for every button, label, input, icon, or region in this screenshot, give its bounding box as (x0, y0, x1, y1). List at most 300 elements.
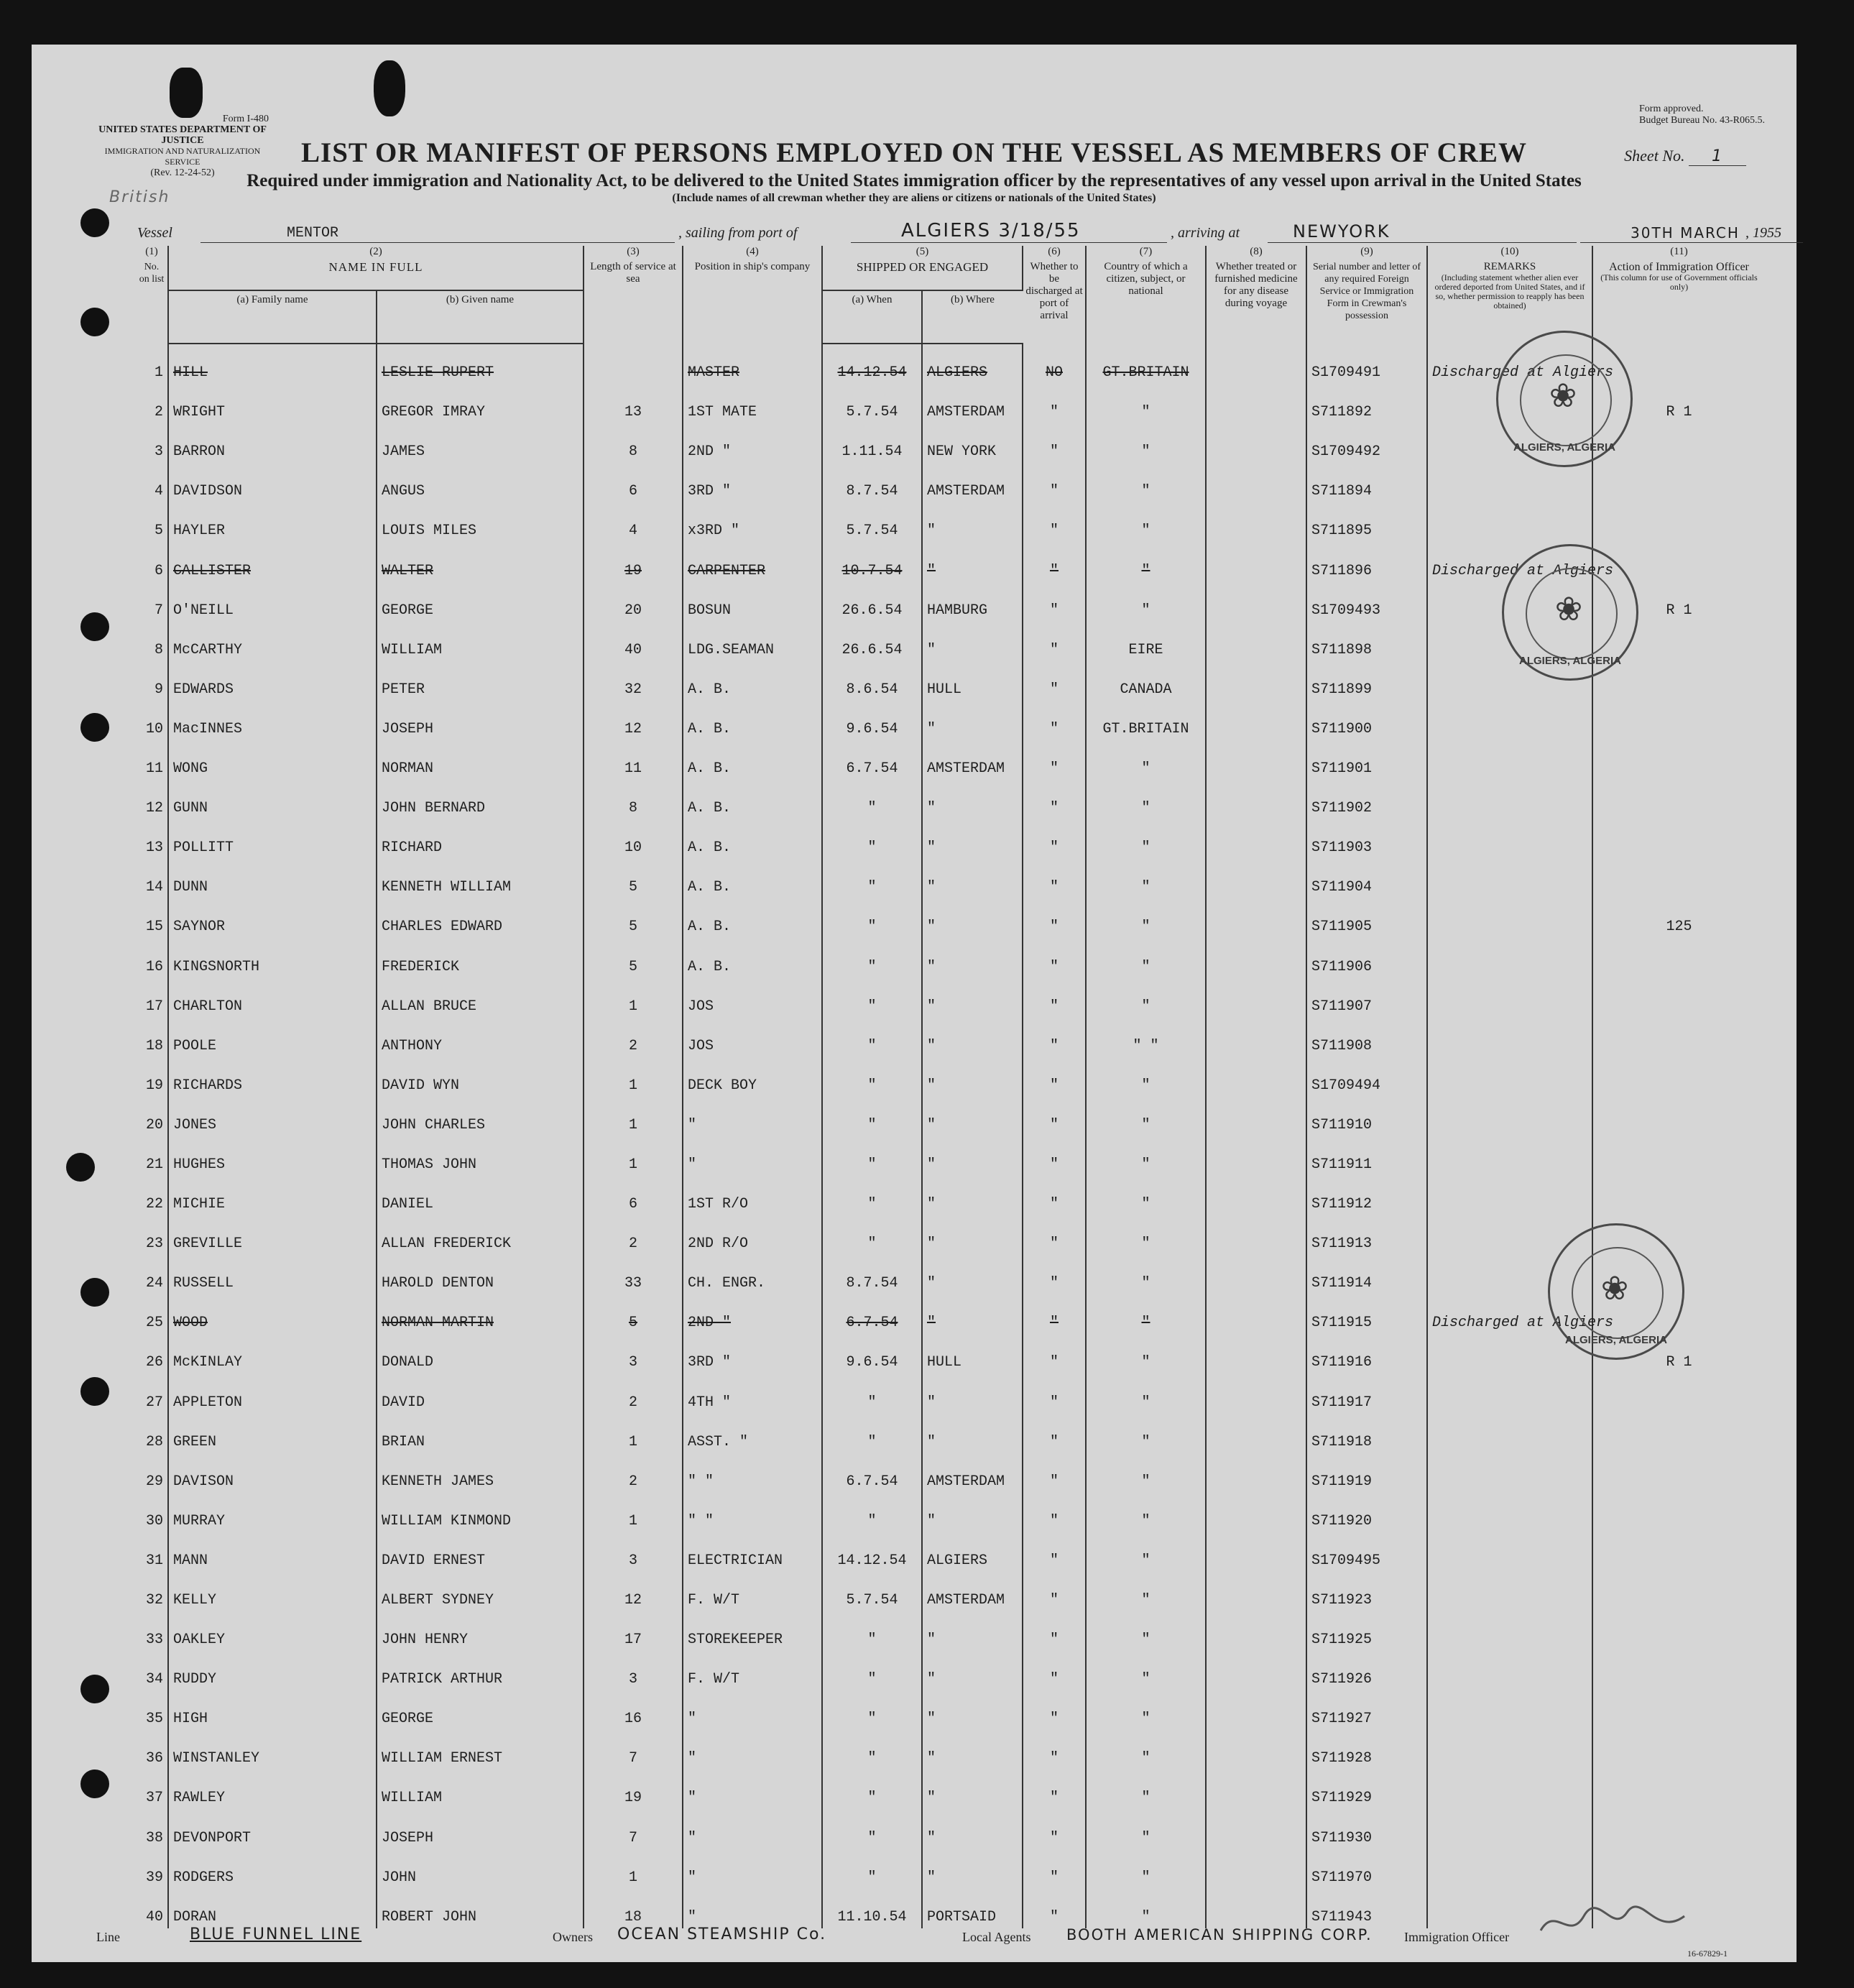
position: " (683, 1849, 822, 1889)
country: " (1086, 1057, 1206, 1097)
shipped-when: 9.6.54 (822, 1334, 922, 1373)
position: 3RD " (683, 463, 822, 502)
action: R 1 (1666, 404, 1692, 421)
country: " (1086, 1770, 1206, 1809)
country: " (1086, 1255, 1206, 1294)
discharged-flag: " (1023, 701, 1086, 740)
country: " (1086, 978, 1206, 1018)
nationality-handwritten: British (109, 188, 170, 206)
action (1592, 1136, 1765, 1176)
remarks (1427, 780, 1592, 819)
punch-hole (80, 1377, 109, 1406)
discharged-flag: " (1023, 1334, 1086, 1373)
shipped-where: " (922, 898, 1023, 938)
length-of-service: 8 (584, 423, 683, 463)
vessel-line (136, 216, 1781, 243)
discharged-flag: " (1023, 661, 1086, 701)
given-name: DAVID (377, 1373, 584, 1413)
serial-number: S711913 (1306, 1215, 1427, 1255)
crew-row (136, 1849, 1765, 1889)
serial-number: S711905 (1306, 898, 1427, 938)
length-of-service: 4 (584, 502, 683, 542)
action (1592, 1532, 1765, 1572)
discharged-flag: " (1023, 1018, 1086, 1057)
arriving-label: , arriving at (1171, 225, 1240, 241)
family-name: CALLISTER (168, 542, 377, 581)
country: " (1086, 740, 1206, 780)
length-of-service: 16 (584, 1690, 683, 1730)
shipped-where: " (922, 622, 1023, 661)
serial-number: S711930 (1306, 1809, 1427, 1849)
given-name: WILLIAM KINMOND (377, 1493, 584, 1532)
shipped-where: " (922, 1018, 1023, 1057)
family-name: WINSTANLEY (168, 1730, 377, 1770)
discharged-flag: " (1023, 622, 1086, 661)
given-name: NORMAN (377, 740, 584, 780)
shipped-where: " (922, 1651, 1023, 1690)
family-name: HAYLER (168, 502, 377, 542)
row-number: 21 (136, 1136, 168, 1176)
crew-row (136, 740, 1765, 780)
shipped-when: 8.6.54 (822, 661, 922, 701)
action (1592, 780, 1765, 819)
serial-number: S711904 (1306, 859, 1427, 898)
serial-number: S711894 (1306, 463, 1427, 502)
family-name: HILL (168, 344, 377, 384)
remarks (1427, 463, 1592, 502)
medicine-cell (1206, 780, 1306, 819)
length-of-service: 18 (584, 1889, 683, 1928)
shipped-when: " (822, 1018, 922, 1057)
shipped-when: " (822, 898, 922, 938)
header-where: (b) Where (922, 290, 1023, 344)
given-name: JOHN CHARLES (377, 1097, 584, 1136)
position: MASTER (683, 344, 822, 384)
row-number: 26 (136, 1334, 168, 1373)
shipped-when: 8.7.54 (822, 1255, 922, 1294)
length-of-service: 1 (584, 1849, 683, 1889)
serial-number: S711910 (1306, 1097, 1427, 1136)
shipped-where: " (922, 1215, 1023, 1255)
discharged-flag: " (1023, 859, 1086, 898)
length-of-service: 19 (584, 542, 683, 581)
discharged-flag: " (1023, 1255, 1086, 1294)
remarks (1427, 1493, 1592, 1532)
discharged-flag: " (1023, 423, 1086, 463)
given-name: THOMAS JOHN (377, 1136, 584, 1176)
row-number: 16 (136, 938, 168, 977)
shipped-where: AMSTERDAM (922, 1572, 1023, 1611)
country: " (1086, 1690, 1206, 1730)
col-num-1: (1) (136, 246, 168, 258)
position: STOREKEEPER (683, 1611, 822, 1651)
crew-row (136, 1018, 1765, 1057)
action (1592, 1097, 1765, 1136)
shipped-when: " (822, 1136, 922, 1176)
length-of-service: 8 (584, 780, 683, 819)
punch-hole (66, 1153, 95, 1182)
vessel-name: MENTOR (287, 225, 339, 241)
col-num-10: (10) (1427, 246, 1592, 258)
shipped-when: " (822, 1215, 922, 1255)
medicine-cell (1206, 1730, 1306, 1770)
family-name: GREEN (168, 1414, 377, 1453)
country: " (1086, 542, 1206, 581)
position: 1ST R/O (683, 1176, 822, 1215)
punch-hole (80, 612, 109, 641)
discharged-flag: " (1023, 1215, 1086, 1255)
given-name: FREDERICK (377, 938, 584, 977)
column-headers (136, 258, 1765, 290)
crew-row (136, 1532, 1765, 1572)
row-number: 7 (136, 582, 168, 622)
serial-number: S711900 (1306, 701, 1427, 740)
header-medicine: Whether treated or furnished medicine for any disease during voyage (1206, 258, 1306, 344)
medicine-cell (1206, 344, 1306, 384)
family-name: MICHIE (168, 1176, 377, 1215)
position: x3RD " (683, 502, 822, 542)
medicine-cell (1206, 1453, 1306, 1493)
ink-blot (170, 68, 203, 118)
medicine-cell (1206, 1651, 1306, 1690)
position: 1ST MATE (683, 384, 822, 423)
discharged-flag: " (1023, 1493, 1086, 1532)
shipped-when: 8.7.54 (822, 463, 922, 502)
shipped-when: " (822, 938, 922, 977)
row-number: 2 (136, 384, 168, 423)
action (1592, 1690, 1765, 1730)
shipped-where: " (922, 978, 1023, 1018)
owners-label: Owners (553, 1930, 593, 1944)
serial-number: S1709494 (1306, 1057, 1427, 1097)
medicine-cell (1206, 701, 1306, 740)
length-of-service: 11 (584, 740, 683, 780)
country: " (1086, 1176, 1206, 1215)
crew-row (136, 859, 1765, 898)
crew-row (136, 1453, 1765, 1493)
action: R 1 (1666, 1354, 1692, 1371)
family-name: BARRON (168, 423, 377, 463)
remarks (1427, 1453, 1592, 1493)
remarks (1427, 1057, 1592, 1097)
given-name: WILLIAM (377, 622, 584, 661)
service-line: IMMIGRATION AND NATURALIZATION SERVICE (104, 146, 261, 167)
discharged-flag: " (1023, 819, 1086, 859)
serial-number: S711896 (1306, 542, 1427, 581)
shipped-when: 6.7.54 (822, 1294, 922, 1334)
family-name: KELLY (168, 1572, 377, 1611)
medicine-cell (1206, 622, 1306, 661)
row-number: 4 (136, 463, 168, 502)
given-name: DAVID WYN (377, 1057, 584, 1097)
position: 4TH " (683, 1373, 822, 1413)
position: JOS (683, 1018, 822, 1057)
shipped-when: 11.10.54 (822, 1889, 922, 1928)
serial-number: S711929 (1306, 1770, 1427, 1809)
line-label: Line (96, 1930, 120, 1944)
discharged-flag: " (1023, 1770, 1086, 1809)
form-number: Form I-480 (222, 114, 269, 124)
remarks (1427, 1849, 1592, 1889)
manifest-page (32, 45, 1797, 1962)
country: " (1086, 1215, 1206, 1255)
crew-row (136, 1136, 1765, 1176)
medicine-cell (1206, 1373, 1306, 1413)
crew-row (136, 661, 1765, 701)
given-name: KENNETH JAMES (377, 1453, 584, 1493)
length-of-service: 40 (584, 622, 683, 661)
family-name: DORAN (168, 1889, 377, 1928)
shipped-where: " (922, 780, 1023, 819)
shipped-when: " (822, 780, 922, 819)
serial-number: S711892 (1306, 384, 1427, 423)
length-of-service: 3 (584, 1334, 683, 1373)
page-title: LIST OR MANIFEST OF PERSONS EMPLOYED ON THE VESSEL AS MEMBERS OF CREW (301, 137, 1527, 168)
remarks (1427, 1572, 1592, 1611)
given-name: HAROLD DENTON (377, 1255, 584, 1294)
position: A. B. (683, 701, 822, 740)
row-number: 23 (136, 1215, 168, 1255)
row-number: 5 (136, 502, 168, 542)
punch-hole (80, 713, 109, 742)
row-number: 32 (136, 1572, 168, 1611)
discharged-flag: " (1023, 740, 1086, 780)
discharged-flag: " (1023, 1057, 1086, 1097)
remarks (1427, 1690, 1592, 1730)
position: JOS (683, 978, 822, 1018)
crew-row (136, 1493, 1765, 1532)
action (1592, 1809, 1765, 1849)
given-name: LOUIS MILES (377, 502, 584, 542)
family-name: McCARTHY (168, 622, 377, 661)
discharged-flag: " (1023, 898, 1086, 938)
crew-row (136, 1334, 1765, 1373)
row-number: 11 (136, 740, 168, 780)
serial-number: S711912 (1306, 1176, 1427, 1215)
length-of-service: 12 (584, 701, 683, 740)
header-family: (a) Family name (168, 290, 377, 344)
position: 2ND " (683, 1294, 822, 1334)
given-name: ANTHONY (377, 1018, 584, 1057)
medicine-cell (1206, 1136, 1306, 1176)
serial-number: S711918 (1306, 1414, 1427, 1453)
country: " (1086, 1097, 1206, 1136)
crew-row (136, 978, 1765, 1018)
crew-row (136, 1294, 1765, 1334)
medicine-cell (1206, 661, 1306, 701)
country: EIRE (1086, 622, 1206, 661)
shipped-where: " (922, 1176, 1023, 1215)
position: " " (683, 1453, 822, 1493)
discharged-flag: " (1023, 1136, 1086, 1176)
given-name: DAVID ERNEST (377, 1532, 584, 1572)
discharged-flag: " (1023, 1849, 1086, 1889)
header-country: Country of which a citizen, subject, or national (1086, 258, 1206, 344)
shipped-where: " (922, 1136, 1023, 1176)
action (1592, 463, 1765, 502)
position: " " (683, 1493, 822, 1532)
row-number: 19 (136, 1057, 168, 1097)
given-name: GEORGE (377, 1690, 584, 1730)
discharged-flag: " (1023, 978, 1086, 1018)
row-number: 39 (136, 1849, 168, 1889)
family-name: RUDDY (168, 1651, 377, 1690)
officer-label: Immigration Officer (1404, 1930, 1510, 1944)
serial-number: S711899 (1306, 661, 1427, 701)
family-name: RODGERS (168, 1849, 377, 1889)
position: ASST. " (683, 1414, 822, 1453)
given-name: JOSEPH (377, 1809, 584, 1849)
shipped-where: " (922, 502, 1023, 542)
length-of-service: 7 (584, 1730, 683, 1770)
length-of-service: 5 (584, 1294, 683, 1334)
action-title: Action of Immigration Officer (1609, 261, 1749, 273)
department-line: UNITED STATES DEPARTMENT OF JUSTICE (98, 124, 267, 146)
medicine-cell (1206, 1414, 1306, 1453)
country: " (1086, 1730, 1206, 1770)
row-number: 15 (136, 898, 168, 938)
position: A. B. (683, 938, 822, 977)
length-of-service: 17 (584, 1611, 683, 1651)
position: A. B. (683, 780, 822, 819)
action (1592, 1018, 1765, 1057)
shipped-where: " (922, 1493, 1023, 1532)
action (1592, 1057, 1765, 1097)
given-name: ANGUS (377, 463, 584, 502)
family-name: SAYNOR (168, 898, 377, 938)
position: " (683, 1136, 822, 1176)
remarks (1427, 1097, 1592, 1136)
discharged-flag: " (1023, 938, 1086, 977)
medicine-cell (1206, 740, 1306, 780)
family-name: DEVONPORT (168, 1809, 377, 1849)
given-name: ROBERT JOHN (377, 1889, 584, 1928)
action-note: (This column for use of Government officials only) (1600, 272, 1758, 292)
given-name: DONALD (377, 1334, 584, 1373)
row-number: 13 (136, 819, 168, 859)
shipped-when: 5.7.54 (822, 502, 922, 542)
header-position: Position in ship's company (683, 258, 822, 344)
given-name: JOSEPH (377, 701, 584, 740)
length-of-service: 13 (584, 384, 683, 423)
remarks-title: REMARKS (1483, 261, 1536, 272)
crew-row (136, 1255, 1765, 1294)
length-of-service: 2 (584, 1373, 683, 1413)
length-of-service: 6 (584, 463, 683, 502)
medicine-cell (1206, 898, 1306, 938)
sheet-label: Sheet No. (1624, 147, 1685, 165)
length-of-service (584, 344, 683, 384)
medicine-cell (1206, 978, 1306, 1018)
length-of-service: 2 (584, 1453, 683, 1493)
action (1592, 1176, 1765, 1215)
medicine-cell (1206, 1057, 1306, 1097)
shipped-when: " (822, 1651, 922, 1690)
header-discharged: Whether to be discharged at port of arrival (1023, 258, 1086, 344)
shipped-when: 6.7.54 (822, 740, 922, 780)
medicine-cell (1206, 1176, 1306, 1215)
shipped-when: 9.6.54 (822, 701, 922, 740)
position: 3RD " (683, 1334, 822, 1373)
row-number: 40 (136, 1889, 168, 1928)
shipped-where: " (922, 938, 1023, 977)
given-name: JOHN HENRY (377, 1611, 584, 1651)
shipped-when: " (822, 819, 922, 859)
medicine-cell (1206, 1493, 1306, 1532)
crew-row (136, 938, 1765, 977)
action (1592, 978, 1765, 1018)
length-of-service: 1 (584, 1414, 683, 1453)
position: " (683, 1770, 822, 1809)
medicine-cell (1206, 1611, 1306, 1651)
country: " (1086, 1849, 1206, 1889)
row-number: 20 (136, 1097, 168, 1136)
row-number: 22 (136, 1176, 168, 1215)
serial-number: S711914 (1306, 1255, 1427, 1294)
family-name: EDWARDS (168, 661, 377, 701)
length-of-service: 5 (584, 898, 683, 938)
shipped-where: AMSTERDAM (922, 384, 1023, 423)
medicine-cell (1206, 1334, 1306, 1373)
discharged-flag: NO (1023, 344, 1086, 384)
shipped-where: HULL (922, 661, 1023, 701)
shipped-where: " (922, 859, 1023, 898)
shipped-where: ALGIERS (922, 344, 1023, 384)
country: GT.BRITAIN (1086, 701, 1206, 740)
length-of-service: 12 (584, 1572, 683, 1611)
remarks (1427, 1018, 1592, 1057)
serial-number: S711923 (1306, 1572, 1427, 1611)
country: " (1086, 1334, 1206, 1373)
owners-value: OCEAN STEAMSHIP Co. (617, 1925, 827, 1943)
country: " (1086, 1373, 1206, 1413)
shipped-when: " (822, 1097, 922, 1136)
serial-number: S711903 (1306, 819, 1427, 859)
remarks (1427, 1373, 1592, 1413)
line-value: BLUE FUNNEL LINE (190, 1925, 362, 1943)
length-of-service: 3 (584, 1532, 683, 1572)
length-of-service: 1 (584, 1097, 683, 1136)
remarks (1427, 859, 1592, 898)
given-name: NORMAN MARTIN (377, 1294, 584, 1334)
shipped-where: " (922, 542, 1023, 581)
country: " (1086, 1453, 1206, 1493)
shipped-where: " (922, 701, 1023, 740)
sheet-number (1624, 147, 1746, 166)
crew-row (136, 1572, 1765, 1611)
shipped-when: 14.12.54 (822, 1532, 922, 1572)
given-name: WILLIAM (377, 1770, 584, 1809)
shipped-where: HULL (922, 1334, 1023, 1373)
shipped-where: AMSTERDAM (922, 1453, 1023, 1493)
form-code: 16-67829-1 (1687, 1948, 1728, 1959)
length-of-service: 33 (584, 1255, 683, 1294)
position: CH. ENGR. (683, 1255, 822, 1294)
medicine-cell (1206, 1018, 1306, 1057)
shipped-where: " (922, 1097, 1023, 1136)
shipped-where: " (922, 1373, 1023, 1413)
stamp-text: ALGIERS, ALGERIA (1565, 1334, 1667, 1346)
shipped-where: ALGIERS (922, 1532, 1023, 1572)
shipped-when: " (822, 978, 922, 1018)
length-of-service: 5 (584, 859, 683, 898)
crew-row (136, 1809, 1765, 1849)
position: " (683, 1690, 822, 1730)
shipped-where: " (922, 1809, 1023, 1849)
row-number: 31 (136, 1532, 168, 1572)
country: " (1086, 1532, 1206, 1572)
row-number: 34 (136, 1651, 168, 1690)
